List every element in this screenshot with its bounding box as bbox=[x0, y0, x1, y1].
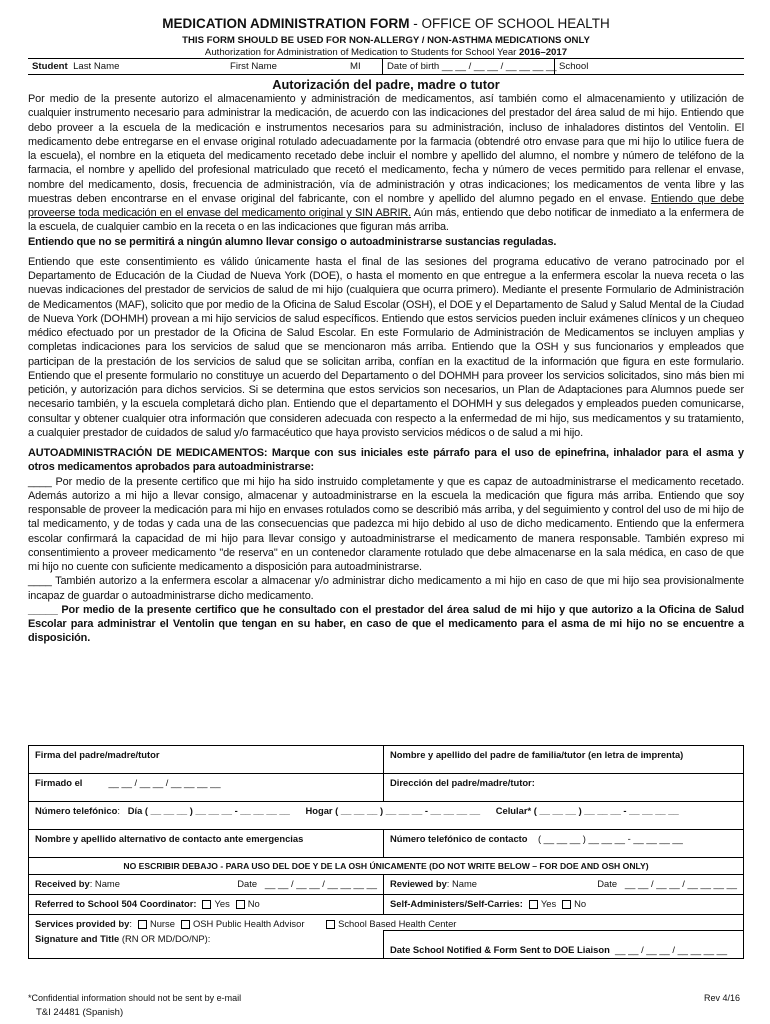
signed-date: __ __ / __ __ / __ __ __ __ bbox=[108, 777, 221, 788]
student-first-name-field[interactable] bbox=[226, 61, 346, 72]
ventolin-paragraph: _____ Por medio de la presente certifico que he consultado con el prestador del área salud de mi hijo y que autorizo a la Oficina de Salud Escolar para administrar el Ventolin que tengan en su haber, en caso de que el medicamento para el asma de mi hijo no se encuentre a disposición. bbox=[28, 603, 744, 645]
form-title-office: - OFFICE OF SCHOOL HEALTH bbox=[409, 16, 610, 31]
yes-label: Yes bbox=[540, 898, 557, 909]
services-provided-field: Services provided by: Nurse OSH Public Health Advisor School Based Health Center bbox=[29, 915, 744, 931]
nurse-label: Nurse bbox=[149, 918, 175, 929]
date-notified-field[interactable] bbox=[384, 930, 744, 958]
authorization-text-b: Aún más, entiendo que debo notificar de inmediato a la enfermera de la escuela, de cualquier cambio en la receta o en las indicaciones que figuran más arriba. bbox=[28, 207, 744, 234]
nurse-checkbox[interactable] bbox=[138, 920, 147, 929]
reviewed-date-format: __ __ / __ __ / __ __ __ __ bbox=[624, 878, 737, 889]
consent-paragraph: Entiendo que este consentimiento es válido únicamente hasta el final de las sesiones del programa educativo de verano patrocinado por el Departamento de Educación de la Ciudad de Nueva York (DOE), o hasta el momento en que entregue a la enfermera escolar la nueva receta o las nuevas indicaciones del prestador de servicios de salud de mi hijo (cualquiera que ocurra primero). Mediante el presente Formulario de Administración de Medicamentos (MAF), solicito que por medio de la Oficina de Salud Escolar (OSH), el DOE y el Departamento de Salud y Salud Mental de la Ciudad de Nueva York (DOHMH) provean a mi hijo servicios de salud específicos. Entiendo que estos servicios pueden incluir exámenes clínicos y un chequeo médico efectuado por un prestador de la Oficina de Salud Escolar. En este Formulario de Administración de Medicamentos se incluyen amplias y completas indicaciones para los servicios de salud que se mencionaron más arriba. Entiendo que la OSH y sus funcionarios y empleados que participan de la prestación de los servicios de salud que se solicitan arriba, confían en la exactitud de la información que figura en este formulario. Entiendo que el presente formulario no constituye un acuerdo del Departamento o del DOHMH para proveer los servicios solicitados, sino más bien mi petición, y autorización para dichos servicios. Si se determina que estos servicios son necesarios, un Plan de Adaptaciones para Alumnos puede ser necesario también, y la escuela completará dicho plan. Entiendo que el departamento el DOHMH y sus delegados y empleados pueden comunicarse, consultar y obtener cualquier otra información que consideren adecuada con respecto a la enfermedad de mi hijo, sus medicamentos y su tratamiento, a cualquier prestador de cuidados de salud y/o farmacéutico que haya provisto servicios médicos o de salud a mi hijo. bbox=[28, 255, 744, 439]
authorization-text: Authorization for Administration of Medication to Students for School Year bbox=[204, 47, 520, 58]
services-provided-label: Services provided by bbox=[35, 918, 130, 929]
date-notified-format: __ __ / __ __ / __ __ __ __ bbox=[615, 943, 728, 955]
reviewed-name-label: : Name bbox=[446, 878, 478, 889]
last-name-label: Last Name bbox=[73, 61, 120, 72]
form-title-bold: MEDICATION ADMINISTRATION FORM bbox=[162, 16, 410, 31]
reviewed-by-label: Reviewed by bbox=[390, 878, 447, 889]
reviewed-by-field[interactable] bbox=[384, 875, 744, 895]
controlled-substances-statement: Entiendo que no se permitirá a ningún alumno llevar consigo o autoadministrarse sustancias reguladas. bbox=[28, 235, 557, 248]
self-admin-paragraph-2: ____ También autorizo a la enfermera escolar a almacenar y/o administrar dicho medicamento a mi hijo en caso de que mi hijo sea provisionalmente incapaz de guardar o autoadministrarse dicho medicamento. bbox=[28, 575, 744, 602]
signed-date-field[interactable] bbox=[29, 774, 384, 802]
self-administers-field bbox=[384, 895, 744, 915]
dob-field[interactable] bbox=[383, 61, 557, 72]
received-by-field[interactable] bbox=[29, 875, 384, 895]
office-use-banner bbox=[29, 858, 744, 875]
parent-name-label: Nombre y apellido del padre de familia/tutor (en letra de imprenta) bbox=[390, 749, 684, 760]
date-notified-label: Date School Notified & Form Sent to DOE Liaison bbox=[390, 943, 610, 955]
parent-signature-field[interactable] bbox=[29, 746, 384, 774]
self-admin-title: AUTOADMINISTRACIÓN DE MEDICAMENTOS: Marque con sus iniciales este párrafo para el uso de epinefrina, inhalador para el asma y otros medicamentos aprobados para autoadministrarse: bbox=[28, 447, 744, 474]
phone-row[interactable]: Número telefónico: Día ( __ __ __ ) __ __ __ - __ __ __ __ Hogar ( __ __ __ ) __ __ __ - __ __ __ __ Celular* ( __ __ __ ) __ __ __ - __ __ __ __ bbox=[29, 802, 744, 830]
form-page bbox=[28, 14, 744, 646]
self-admin-no-checkbox[interactable] bbox=[562, 900, 571, 909]
form-subtitle: THIS FORM SHOULD BE USED FOR NON-ALLERGY / NON-ASTHMA MEDICATIONS ONLY bbox=[182, 35, 590, 46]
mi-label: MI bbox=[350, 61, 361, 72]
referred-504-field bbox=[29, 895, 384, 915]
section-title: Autorización del padre, madre o tutor bbox=[272, 77, 500, 92]
sbhc-checkbox[interactable] bbox=[326, 920, 335, 929]
phone-cell[interactable]: Celular* ( __ __ __ ) __ __ __ - __ __ __ __ bbox=[495, 805, 679, 816]
authorization-line bbox=[28, 47, 744, 58]
self-admin-yes-checkbox[interactable] bbox=[529, 900, 538, 909]
form-title bbox=[28, 16, 744, 31]
confidential-note: *Confidential information should not be sent by e-mail bbox=[28, 993, 242, 1003]
yes-label: Yes bbox=[214, 898, 230, 909]
student-info-row bbox=[28, 58, 744, 75]
phone-day[interactable]: Día ( __ __ __ ) __ __ __ - __ __ __ __ bbox=[127, 805, 290, 816]
contact-phone-field[interactable] bbox=[384, 830, 744, 858]
received-by-label: Received by bbox=[35, 878, 90, 889]
received-name-label: : Name bbox=[89, 878, 120, 889]
revision-label: Rev 4/16 bbox=[703, 993, 740, 1003]
student-last-name-field[interactable] bbox=[28, 61, 226, 72]
first-name-label: First Name bbox=[230, 61, 277, 72]
signature-table bbox=[28, 745, 744, 959]
reviewed-date-label: Date bbox=[597, 878, 618, 889]
form-id: T&I 24481 (Spanish) bbox=[36, 1007, 124, 1018]
contact-phone-label: Número telefónico de contacto bbox=[390, 833, 528, 844]
osh-advisor-label: OSH Public Health Advisor bbox=[192, 918, 305, 929]
signature-title-label: Signature and Title bbox=[35, 933, 120, 945]
phone-label: Número telefónico bbox=[35, 805, 118, 816]
school-label: School bbox=[559, 61, 589, 72]
signed-label: Firmado el bbox=[35, 777, 83, 788]
parent-signature-label: Firma del padre/madre/tutor bbox=[35, 749, 160, 760]
self-admin-paragraph-1: ____ Por medio de la presente certifico que mi hijo ha sido instruido completamente y que es capaz de autoadministrarse el medicamento recetado. Además autorizo a mi hijo a llevar consigo, almacenar y autoadministrarse en la escuela la medicación que figura más arriba. Entiendo que soy responsable de proveer la medicación para mi hijo en envases rotulados como se describió más arriba, y del seguimiento y control del uso de mi hijo de tal medicamento, y de todas y cada una de las consecuencias que padezca mi hijo debido al uso de dicho medicamento. Entiendo que la enfermera escolar confirmará la capacidad de mi hijo para llevar consigo y autoadministrarse el medicamento de manera responsable. También expreso mi consentimiento a proveer medicamento "de reserva" en un contenedor claramente rotulado que debe almacenarse en la sala médica, en caso de que mi hijo no cuente con suficiente medicamento a disposición para autoadministrarse. bbox=[28, 475, 744, 573]
referred-no-checkbox[interactable] bbox=[236, 900, 245, 909]
referred-504-label: Referred to School 504 Coordinator: bbox=[35, 898, 197, 909]
office-use-label: NO ESCRIBIR DEBAJO - PARA USO DEL DOE Y DE LA OSH ÚNICAMENTE (DO NOT WRITE BELOW – FOR DOE AND OSH ONLY) bbox=[123, 861, 649, 871]
authorization-paragraph bbox=[28, 92, 744, 235]
received-date-format: __ __ / __ __ / __ __ __ __ bbox=[264, 878, 377, 889]
osh-advisor-checkbox[interactable] bbox=[181, 920, 190, 929]
parent-address-field[interactable] bbox=[384, 774, 744, 802]
self-administers-label: Self-Administers/Self-Carries: bbox=[390, 898, 523, 909]
parent-name-field[interactable] bbox=[384, 746, 744, 774]
phone-home[interactable]: Hogar ( __ __ __ ) __ __ __ - __ __ __ __ bbox=[305, 805, 481, 816]
alt-contact-field[interactable] bbox=[29, 830, 384, 858]
signature-title-note: (RN OR MD/DO/NP): bbox=[119, 933, 211, 945]
authorization-underlined: Entiendo que debe proveerse toda medicación en el envase del medicamento original y SIN ABRIR. bbox=[28, 192, 744, 219]
authorization-text-a: Por medio de la presente autorizo el almacenamiento y administración de medicamentos, así también como el almacenamiento y utilización de cualquier instrumento necesario para administrar la medicación, de acuerdo con las indicaciones del prestador del área salud de mi hijo. Entiendo que debo proveer a la escuela de la medicación e instrumentos necesarios para su administración, incluso de inhaladores distintos del Ventolin. El medicamento debe entregarse en el envase original rotulado adecuadamente por la farmacia (obtendré otro envase para que mi hijo lo utilice fuera de la escuela), el nombre en la etiqueta del medicamento recetado debe incluir el nombre y apellido del alumno, el nombre y número de teléfono de la farmacia, el nombre y apellido del profesional matriculado que recetó el medicamento, fecha y número de veces permitido para rellenar el envase, nombre del medicamento, dosis, frecuencia de administración, vía de administración y otras indicaciones; los medicamentos de venta libre y las muestras deben encontrarse en el envase original del fabricante, con el nombre y apellido del alumno pegado en el envase. bbox=[28, 93, 744, 205]
school-field[interactable] bbox=[555, 61, 592, 72]
school-year: 2016–2017 bbox=[519, 47, 568, 58]
student-mi-field[interactable] bbox=[346, 61, 382, 72]
received-date-label: Date bbox=[237, 878, 258, 889]
contact-phone-format: ( __ __ __ ) __ __ __ - __ __ __ __ bbox=[537, 833, 683, 844]
student-label: Student bbox=[32, 61, 68, 72]
address-label: Dirección del padre/madre/tutor: bbox=[390, 777, 535, 788]
sbhc-label: School Based Health Center bbox=[338, 918, 457, 929]
no-label: No bbox=[247, 898, 260, 909]
dob-label: Date of birth __ __ / __ __ / __ __ __ __ bbox=[387, 61, 557, 72]
alt-contact-label: Nombre y apellido alternativo de contacto ante emergencias bbox=[35, 833, 304, 844]
referred-yes-checkbox[interactable] bbox=[202, 900, 211, 909]
no-label: No bbox=[574, 898, 587, 909]
signature-title-field[interactable] bbox=[29, 930, 384, 958]
